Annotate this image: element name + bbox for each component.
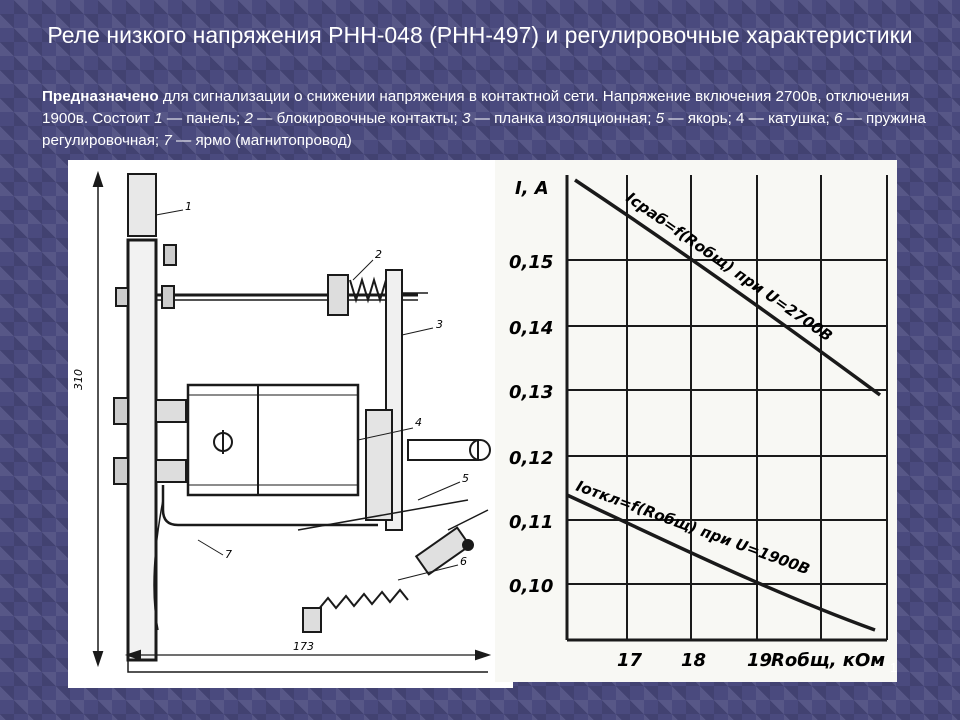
description-text: для сигнализации о снижении напряжения в контактной сети. Напряжение включения 2700в, отключения 1900в. Состоит [42, 88, 910, 127]
y-tick-label: 0,14 [509, 318, 554, 339]
slide-number: 1 [890, 660, 898, 675]
slide-title: Реле низкого напряжения РНН-048 (РНН-497) и регулировочные характеристики [47, 22, 913, 48]
description-text: — ярмо (магнитопровод) [171, 132, 352, 149]
callout-3: 3 [436, 318, 443, 331]
regulation-graph-panel [495, 160, 897, 682]
curve-dropout-label: Iоткл=f(Rобщ) при U=1900В [573, 476, 813, 579]
y-tick-label: 0,12 [509, 448, 554, 469]
x-tick-label: 17 [617, 650, 643, 671]
y-tick-label: 0,10 [509, 576, 554, 597]
relay-drawing-panel [68, 160, 513, 688]
callout-5: 5 [462, 472, 469, 485]
dimension-width: 173 [293, 640, 314, 653]
callout-4: 4 [415, 416, 422, 429]
description-lead: Предназначено [42, 88, 159, 105]
dimension-height: 310 [72, 369, 85, 390]
part-number: 7 [163, 132, 172, 149]
curve-pickup-label: Iсраб=f(Rобщ) при U=2700В [622, 188, 836, 346]
description-text: — блокировочные контакты; [252, 110, 462, 127]
relay-drawing [68, 160, 513, 688]
y-axis-label: I, A [515, 178, 549, 199]
callout-1: 1 [185, 200, 192, 213]
part-number: 1 [154, 110, 163, 127]
curve-dropout [567, 495, 875, 630]
x-tick-label: 18 [681, 650, 707, 671]
callout-7: 7 [225, 548, 232, 561]
part-number: 3 [462, 110, 471, 127]
description-text: — якорь; 4 — катушка; [664, 110, 834, 127]
part-number: 2 [244, 110, 253, 127]
y-tick-label: 0,11 [509, 512, 554, 533]
description-text: — планка изоляционная; [470, 110, 656, 127]
y-tick-label: 0,15 [509, 252, 554, 273]
curve-pickup [575, 180, 880, 395]
description-text: — панель; [162, 110, 245, 127]
description-text: — пружина регулировочная; [42, 110, 926, 149]
regulation-graph [495, 160, 897, 682]
part-number: 5 [655, 110, 665, 127]
x-tick-label: 19 [747, 650, 773, 671]
callout-2: 2 [375, 248, 382, 261]
part-number: 6 [833, 110, 843, 127]
callout-6: 6 [460, 555, 467, 568]
description-paragraph [42, 86, 927, 152]
y-tick-label: 0,13 [509, 382, 554, 403]
x-axis-label: Rобщ, кОм [771, 650, 886, 671]
